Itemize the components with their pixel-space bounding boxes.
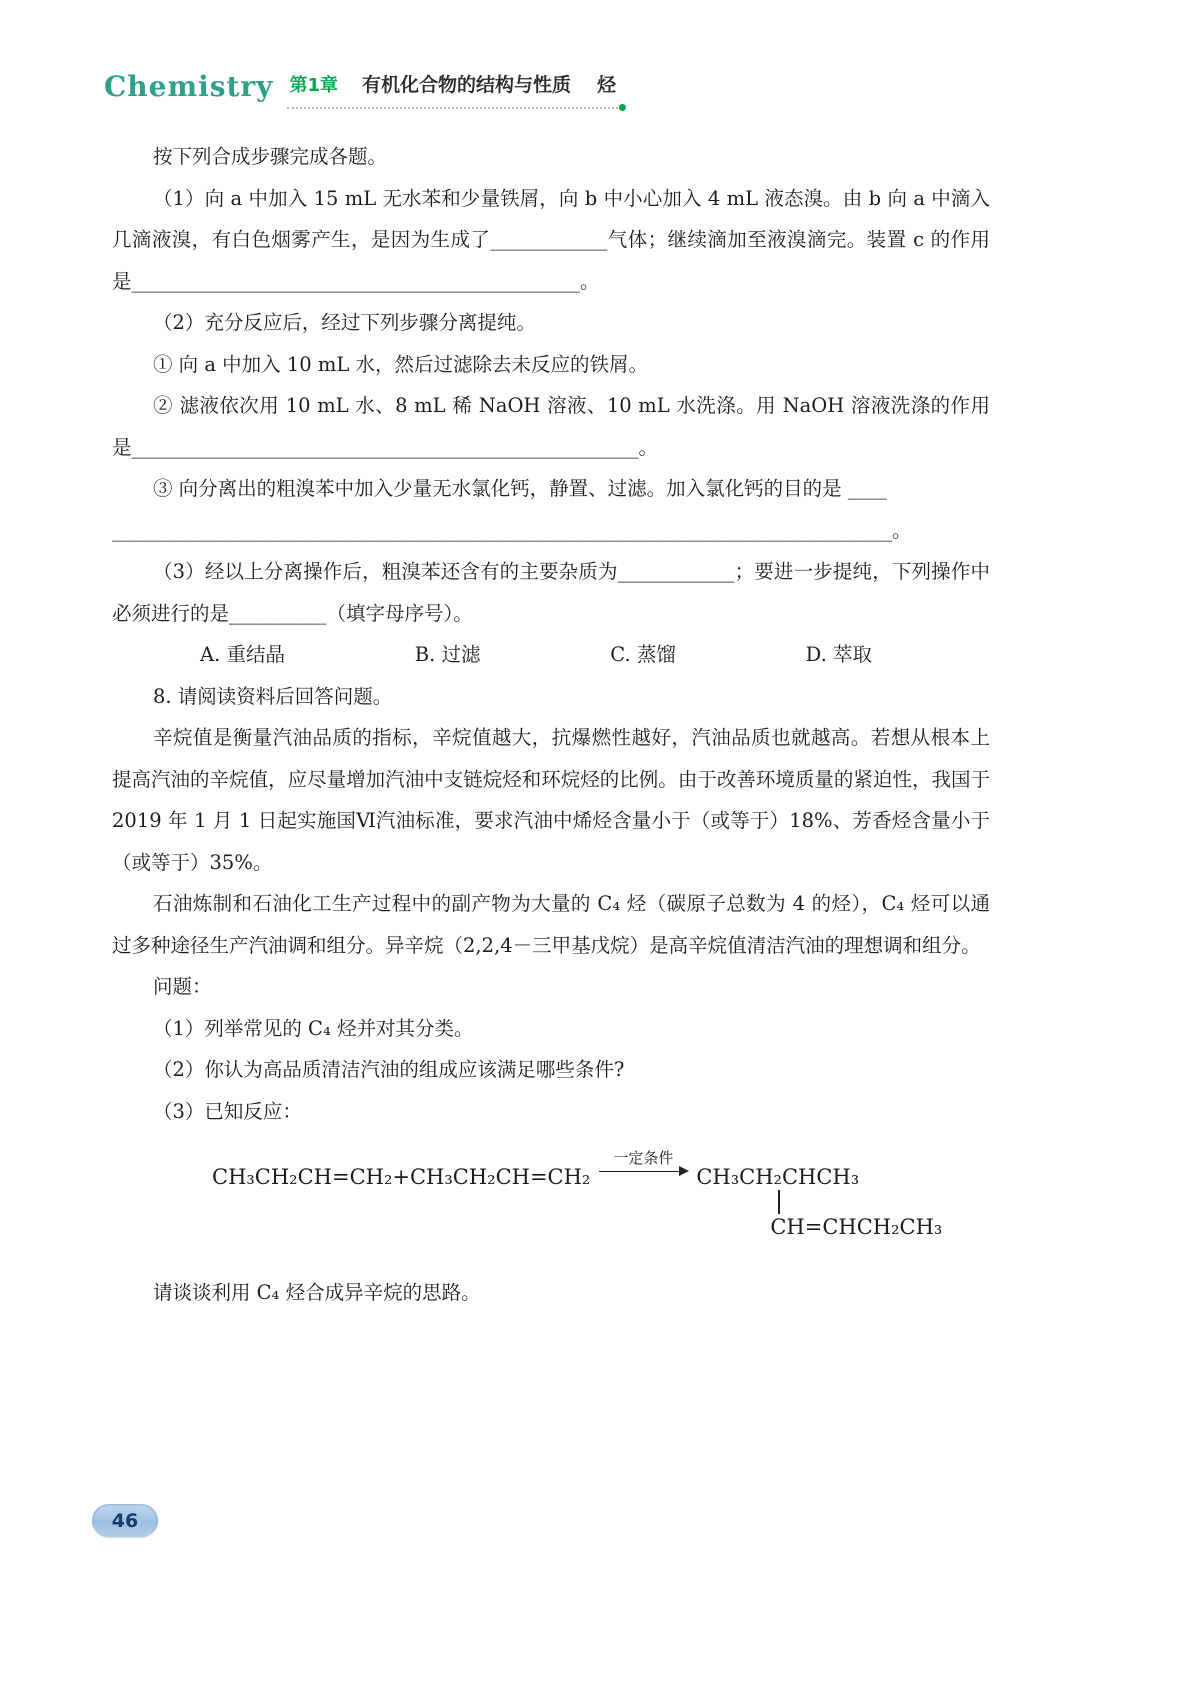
reaction-condition: 一定条件	[613, 1149, 674, 1167]
brand-logo: Chemistry	[104, 70, 274, 103]
question-2-head: （2）充分反应后，经过下列步骤分离提纯。	[152, 311, 536, 334]
question-8-sub-2: （2）你认为高品质清洁汽油的组成应该满足哪些条件?	[152, 1058, 625, 1081]
equation-products	[696, 1164, 942, 1240]
page-number: 46	[111, 1509, 139, 1532]
option-c: C. 蒸馏	[610, 643, 676, 666]
product-line-1: CH₃CH₂CHCH₃	[696, 1165, 860, 1189]
question-2-step-3: ③ 向分离出的粗溴苯中加入少量无水氯化钙，静置、过滤。加入氯化钙的目的是 ____	[152, 477, 887, 500]
question-2-step-2: ② 滤液依次用 10 mL 水、8 mL 稀 NaOH 溶液、10 mL 水洗涤。用 NaOH 溶液洗涤的作用是____________________________________________________。	[112, 394, 990, 459]
equation-reactants: CH₃CH₂CH=CH₂+CH₃CH₂CH=CH₂	[212, 1165, 591, 1189]
question-8-tail: 请谈谈利用 C₄ 烃合成异辛烷的思路。	[152, 1281, 481, 1304]
question-3: （3）经以上分离操作后，粗溴苯还含有的主要杂质为____________；要进一步提纯，下列操作中必须进行的是__________（填字母序号）。	[112, 560, 990, 625]
chapter-topic: 烃	[597, 74, 617, 96]
question-2-step-1: ① 向 a 中加入 10 mL 水，然后过滤除去未反应的铁屑。	[152, 352, 649, 376]
header-accent-dot-icon	[619, 104, 626, 111]
product-line-2: CH=CHCH₂CH₃	[770, 1215, 943, 1239]
single-bond-icon	[778, 1190, 780, 1214]
option-a: A. 重结晶	[200, 643, 285, 666]
paragraph-intro: 按下列合成步骤完成各题。	[152, 145, 387, 168]
chemical-equation	[212, 1148, 990, 1240]
arrow-icon	[599, 1171, 687, 1172]
page-content	[112, 136, 990, 1314]
question-1: （1）向 a 中加入 15 mL 无水苯和少量铁屑，向 b 中小心加入 4 mL 液态溴。由 b 向 a 中滴入几滴液溴，有白色烟雾产生，是因为生成了____________气体；继续滴加至液溴滴完。装置 c 的作用是______________________________________________。	[112, 186, 990, 293]
question-8-info-1: 辛烷值是衡量汽油品质的指标，辛烷值越大，抗爆燃性越好，汽油品质也就越高。若想从根本上提高汽油的辛烷值，应尽量增加汽油中支链烷烃和环烷烃的比例。由于改善环境质量的紧迫性，我国于 2019 年 1 月 1 日起实施国Ⅵ汽油标准，要求汽油中烯烃含量小于（或等于）18%、芳香烃含量小于（或等于）35%。	[112, 726, 990, 874]
chapter-title: 有机化合物的结构与性质	[361, 74, 571, 96]
option-b: B. 过滤	[414, 643, 481, 666]
question-8-info-2: 石油炼制和石油化工生产过程中的副产物为大量的 C₄ 烃（碳原子总数为 4 的烃），C₄ 烃可以通过多种途径生产汽油调和组分。异辛烷（2,2,4－三甲基戊烷）是高辛烷值清洁汽油的理想调和组分。	[112, 892, 990, 957]
question-8-sub-3: （3）已知反应：	[152, 1099, 302, 1123]
page-header	[104, 70, 622, 109]
chapter-heading	[287, 70, 622, 109]
answer-options	[200, 634, 872, 676]
chapter-badge: 第1章	[289, 75, 338, 96]
question-8-sub-1: （1）列举常见的 C₄ 烃并对其分类。	[152, 1016, 474, 1040]
question-8-head: 8. 请阅读资料后回答问题。	[152, 684, 393, 708]
option-d: D. 萃取	[805, 643, 872, 666]
page-number-badge	[92, 1504, 158, 1537]
fill-in-blank-line: ________________________________________________________________________________。	[112, 518, 912, 542]
question-8-questions-label: 问题：	[152, 975, 212, 998]
reaction-arrow	[599, 1148, 687, 1172]
